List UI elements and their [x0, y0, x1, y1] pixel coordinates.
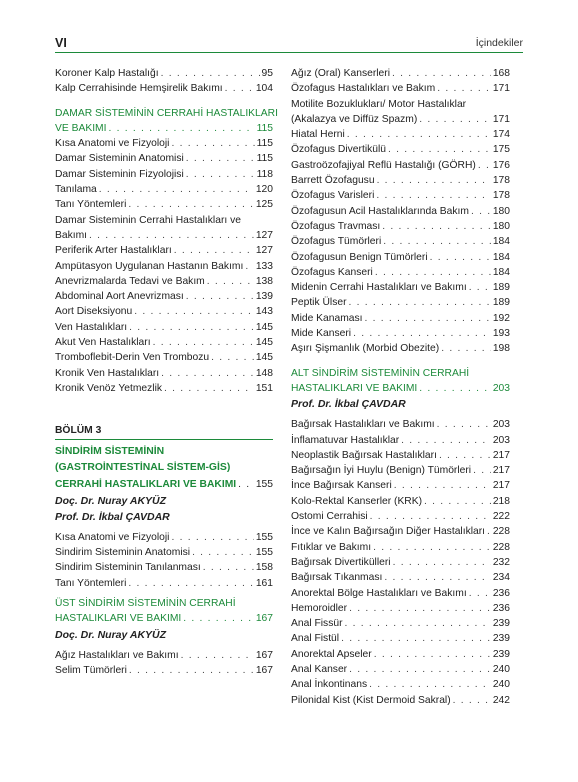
dot-leader	[439, 448, 491, 463]
toc-entry	[55, 136, 273, 151]
dot-leader	[473, 463, 491, 478]
toc-entry	[55, 663, 273, 678]
toc-entry	[291, 311, 510, 326]
toc-entry-page: 167	[255, 649, 273, 661]
alt-heading-line1: ALT SİNDİRİM SİSTEMİNİN CERRAHİ	[291, 367, 470, 379]
dot-leader	[377, 173, 491, 188]
dot-leader	[437, 417, 491, 432]
toc-entry	[291, 417, 510, 432]
toc-entry-title: Ağız Hastalıkları ve Bakımı	[55, 649, 179, 661]
toc-entry-page: 178	[492, 190, 510, 202]
dot-leader	[186, 167, 255, 182]
toc-entry	[291, 555, 510, 570]
damar-multiline-1: Damar Sisteminin Cerrahi Hastalıkları ve	[55, 214, 241, 226]
toc-entry-title: Anal Kanser	[291, 663, 348, 675]
toc-entry-page: 168	[492, 68, 510, 79]
dot-leader	[186, 151, 255, 166]
toc-entry	[55, 259, 273, 274]
toc-entry-title: Abdominal Aort Anevrizması	[55, 291, 184, 303]
header-rule	[55, 52, 523, 53]
dot-leader	[383, 234, 491, 249]
toc-entry-title: Pilonidal Kist (Kist Dermoid Sakral)	[291, 694, 451, 706]
toc-entry-title: Anal Fistül	[291, 633, 340, 645]
toc-entry-title: Kalp Cerrahisinde Hemşirelik Bakımı	[55, 83, 223, 95]
toc-entry-page: 239	[492, 648, 510, 660]
toc-entry	[291, 341, 510, 356]
dot-leader	[374, 647, 491, 662]
toc-entry-title: Aşırı Şişmanlık (Morbid Obezite)	[291, 343, 440, 355]
bolum-title-line3: CERRAHİ HASTALIKLARI VE BAKIMI . . . 155	[55, 477, 273, 493]
toc-entry	[55, 530, 273, 545]
toc-entry-title: Anorektal Bölge Hastalıkları ve Bakımı	[291, 587, 467, 599]
dot-leader	[376, 188, 490, 203]
toc-entry	[55, 182, 273, 197]
toc-entry	[55, 304, 273, 319]
toc-entry	[291, 433, 510, 448]
toc-entry	[291, 188, 510, 203]
toc-entry-title: Ağız (Oral) Kanserleri	[291, 68, 390, 79]
toc-entry	[291, 127, 510, 142]
toc-entry-title: Barrett Özofagusu	[291, 175, 375, 187]
toc-entry-title: Damar Sisteminin Fizyolojisi	[55, 168, 184, 180]
dot-leader	[192, 545, 254, 560]
dot-leader	[171, 530, 253, 545]
toc-entry-page: 178	[492, 175, 510, 187]
toc-entry-title: Peptik Ülser	[291, 297, 347, 309]
dot-leader	[153, 335, 254, 350]
toc-entry-page: 125	[255, 199, 273, 211]
toc-entry	[291, 219, 510, 234]
bolum-author-2: Prof. Dr. İkbal ÇAVDAR	[55, 510, 170, 523]
dot-leader	[203, 560, 254, 575]
toc-entry	[55, 320, 273, 335]
toc-entry-page: 217	[492, 480, 510, 492]
toc-entry-title: Periferik Arter Hastalıkları	[55, 245, 172, 257]
toc-entry-page: 222	[492, 511, 510, 523]
dot-leader	[388, 142, 491, 157]
toc-entry	[291, 295, 510, 310]
toc-entry	[291, 677, 510, 692]
toc-entry	[291, 540, 510, 555]
dot-leader	[471, 204, 491, 219]
toc-entry-title: Bağırsak Hastalıkları ve Bakımı	[291, 419, 435, 431]
dot-leader	[349, 601, 491, 616]
toc-entry-title: Ostomi Cerrahisi	[291, 511, 368, 523]
toc-entry-title: Koroner Kalp Hastalığı	[55, 68, 159, 79]
bolum-title-line2: (GASTROİNTESTİNAL SİSTEM-GİS)	[55, 462, 231, 474]
toc-entry-title: Sindirim Sisteminin Anatomisi	[55, 547, 191, 559]
header-title: İçindekiler	[475, 37, 523, 49]
alt-list	[291, 417, 510, 708]
toc-entry-title: Kısa Anatomi ve Fizyoloji	[55, 531, 170, 543]
toc-entry-title: Damar Sisteminin Anatomisi	[55, 153, 184, 165]
toc-entry	[55, 274, 273, 289]
dot-leader	[245, 259, 254, 274]
toc-entry-page: 184	[492, 236, 510, 248]
dot-leader	[164, 381, 254, 396]
toc-entry	[291, 601, 510, 616]
toc-entry-title: Anal İnkontinans	[291, 679, 368, 691]
dot-leader	[394, 478, 491, 493]
toc-entry-page: 228	[492, 541, 510, 553]
dot-leader	[365, 311, 491, 326]
toc-entry-title: Kronik Venöz Yetmezlik	[55, 382, 163, 394]
toc-entry-page: 148	[255, 367, 273, 379]
toc-entry	[291, 478, 510, 493]
toc-left-column	[55, 66, 278, 678]
toc-entry-title: Selim Tümörleri	[55, 664, 127, 676]
toc-entry-page: 143	[255, 306, 273, 318]
toc-entry	[55, 366, 273, 381]
ust-heading-line2: HASTALIKLARI VE BAKIMI . . . 167	[55, 611, 273, 626]
dot-leader	[345, 616, 491, 631]
dot-leader	[453, 693, 491, 708]
toc-entry-title: Kısa Anatomi ve Fizyoloji	[55, 138, 170, 150]
toc-entry-title: Gastroözofajiyal Reflü Hastalığı (GÖRH)	[291, 159, 476, 171]
bolum-label: BÖLÜM 3	[55, 425, 102, 437]
toc-entry	[291, 693, 510, 708]
toc-entry-title: Özofagus Tümörleri	[291, 236, 382, 248]
toc-entry-page: 151	[255, 382, 273, 394]
dot-leader	[207, 274, 254, 289]
toc-entry-page: 145	[255, 352, 273, 364]
dot-leader	[134, 304, 254, 319]
toc-entry-page: 203	[492, 434, 510, 446]
dot-leader	[341, 631, 491, 646]
toc-entry-title: Mide Kanaması	[291, 312, 363, 324]
toc-entry	[291, 662, 510, 677]
toc-entry	[291, 326, 510, 341]
toc-entry-page: 145	[255, 321, 273, 333]
toc-entry-page: 167	[255, 664, 273, 676]
dot-leader	[128, 197, 253, 212]
toc-entry-title: Tanılama	[55, 184, 97, 196]
dot-leader	[99, 182, 254, 197]
dot-leader	[161, 66, 260, 81]
toc-entry	[291, 647, 510, 662]
toc-entry-title: Tanı Yöntemleri	[55, 199, 127, 211]
page-header	[55, 36, 523, 50]
toc-entry-title: Hiatal Herni	[291, 129, 345, 141]
dot-leader	[424, 494, 491, 509]
toc-entry-title: Ven Hastalıkları	[55, 321, 128, 333]
toc-entry-page: 180	[492, 220, 510, 232]
toc-entry-page: 193	[492, 328, 510, 340]
ust-list	[55, 648, 273, 679]
dot-leader	[174, 243, 254, 258]
dot-leader	[349, 295, 491, 310]
dot-leader	[384, 570, 490, 585]
toc-entry-title: Anal Fissür	[291, 618, 343, 630]
bolum-author-1: Doç. Dr. Nuray AKYÜZ	[55, 494, 167, 507]
toc-entry	[291, 280, 510, 295]
toc-entry-title: Anevrizmalarda Tedavi ve Bakım	[55, 275, 205, 287]
toc-entry	[55, 381, 273, 396]
alt-author: Prof. Dr. İkbal ÇAVDAR	[291, 398, 406, 411]
toc-entry-page: 236	[492, 587, 510, 599]
toc-entry-title: Özofagus Travması	[291, 220, 381, 232]
toc-entry-page: 217	[492, 449, 510, 461]
ust-author: Doç. Dr. Nuray AKYÜZ	[55, 628, 167, 641]
toc-entry-page: 239	[492, 633, 510, 645]
right-multiline-1: Motilite Bozuklukları/ Motor Hastalıklar	[291, 98, 467, 110]
toc-entry-page: 236	[492, 602, 510, 614]
toc-entry-page: 184	[492, 251, 510, 263]
toc-entry-page: 161	[255, 577, 273, 589]
toc-entry-title: Ampütasyon Uygulanan Hastanın Bakımı	[55, 260, 244, 272]
toc-entry	[291, 448, 510, 463]
dot-leader	[353, 326, 491, 341]
toc-entry	[291, 586, 510, 601]
toc-entry-page: 138	[255, 275, 273, 287]
toc-entry-page: 104	[255, 83, 273, 95]
toc-entry-page: 240	[492, 679, 510, 691]
toc-right-column	[291, 66, 510, 708]
damar-heading-line2: VE BAKIMI . . . 115	[55, 121, 273, 136]
toc-entry-title: Mide Kanseri	[291, 328, 352, 340]
toc-entry	[291, 173, 510, 188]
toc-entry-title: İnce Bağırsak Kanseri	[291, 480, 392, 492]
toc-entry	[55, 545, 273, 560]
toc-entry-title: Bağırsağın İyi Huylu (Benign) Tümörleri	[291, 465, 472, 477]
toc-entry-title: Özofagusun Acil Hastalıklarında Bakım	[291, 205, 469, 217]
toc-entry	[291, 509, 510, 524]
toc-entry-title: Tanı Yöntemleri	[55, 577, 127, 589]
dot-leader	[129, 663, 254, 678]
dot-leader	[478, 158, 491, 173]
alt-heading-line2: HASTALIKLARI VE BAKIMI . . . 203	[291, 381, 510, 396]
dot-leader	[370, 509, 491, 524]
bolum-list	[55, 530, 273, 591]
toc-entry	[55, 243, 273, 258]
toc-entry-page: 242	[492, 694, 510, 706]
toc-entry-page: 115	[256, 138, 273, 150]
damar-multiline-2: Bakımı . . . 127	[55, 228, 273, 243]
toc-entry-page: 228	[492, 526, 510, 538]
toc-entry-title: Anorektal Apseler	[291, 648, 372, 660]
toc-entry	[291, 631, 510, 646]
toc-entry-page: 155	[255, 547, 273, 559]
dot-leader	[373, 540, 491, 555]
toc-entry	[55, 81, 273, 96]
dot-leader	[430, 250, 491, 265]
dot-leader	[401, 433, 491, 448]
right-list-a	[291, 66, 510, 97]
toc-entry-page: 139	[255, 291, 273, 303]
toc-entry-page: 234	[492, 572, 510, 584]
toc-entry	[55, 576, 273, 591]
toc-entry-title: Aort Diseksiyonu	[55, 306, 133, 318]
toc-entry	[291, 524, 510, 539]
toc-entry	[291, 570, 510, 585]
toc-entry-page: 171	[492, 83, 510, 95]
toc-entry	[291, 250, 510, 265]
toc-entry-title: Özofagus Hastalıkları ve Bakım	[291, 83, 436, 95]
toc-entry-title: Neoplastik Bağırsak Hastalıkları	[291, 449, 437, 461]
ust-heading-line1: ÜST SİNDİRİM SİSTEMİNİN CERRAHİ	[55, 597, 236, 609]
toc-entry	[291, 81, 510, 96]
toc-entry-page: 145	[255, 337, 273, 349]
dot-leader	[375, 265, 491, 280]
toc-entry-page: 158	[255, 562, 273, 574]
dot-leader	[211, 350, 254, 365]
dot-leader	[392, 66, 491, 81]
toc-entry	[55, 648, 273, 663]
damar-list-a	[55, 136, 273, 212]
toc-entry-title: Kolo-Rektal Kanserler (KRK)	[291, 495, 423, 507]
toc-entry-page: 189	[492, 297, 510, 309]
toc-entry-page: 120	[255, 184, 273, 196]
right-multiline-2: (Akalazya ve Diffüz Spazm) . . . 171	[291, 112, 510, 127]
toc-entry-page: 155	[255, 531, 273, 543]
toc-entry-page: 174	[492, 129, 510, 141]
toc-entry-page: 218	[492, 495, 510, 507]
toc-entry-page: 118	[256, 168, 273, 180]
toc-entry	[55, 350, 273, 365]
dot-leader	[393, 555, 491, 570]
toc-entry-title: Akut Ven Hastalıkları	[55, 337, 151, 349]
toc-entry-title: Özofagus Divertikülü	[291, 144, 386, 156]
toc-entry-page: 232	[492, 556, 510, 568]
toc-entry-page: 95	[261, 68, 273, 79]
toc-entry-page: 239	[492, 618, 510, 630]
dot-leader	[181, 648, 254, 663]
toc-entry-title: Özofagus Kanseri	[291, 266, 373, 278]
dot-leader	[171, 136, 254, 151]
toc-entry-page: 217	[492, 465, 510, 477]
toc-entry-page: 198	[492, 343, 510, 355]
toc-entry	[291, 158, 510, 173]
toc-entry-page: 176	[492, 159, 510, 171]
bolum-title-line1: SİNDİRİM SİSTEMİNİN	[55, 446, 165, 458]
toc-entry-title: Midenin Cerrahi Hastalıkları ve Bakımı	[291, 282, 467, 294]
toc-entry-title: İnce ve Kalın Bağırsağın Diğer Hastalıkları	[291, 526, 486, 538]
toc-entry-page: 127	[255, 245, 273, 257]
page-number: VI	[55, 36, 67, 50]
dot-leader	[225, 81, 254, 96]
toc-entry-page: 240	[492, 663, 510, 675]
toc-entry	[55, 335, 273, 350]
dot-leader	[369, 677, 491, 692]
toc-entry-title: Sindirim Sisteminin Tanılanması	[55, 562, 201, 574]
bolum-rule	[55, 439, 273, 440]
dot-leader	[347, 127, 491, 142]
toc-entry-title: Hemoroidler	[291, 602, 348, 614]
toc-entry-page: 180	[492, 205, 510, 217]
left-top-list	[55, 66, 273, 97]
toc-entry-page: 175	[492, 144, 510, 156]
toc-entry-title: Kronik Ven Hastalıkları	[55, 367, 160, 379]
dot-leader	[469, 280, 491, 295]
toc-entry	[291, 66, 510, 81]
dot-leader	[487, 524, 491, 539]
dot-leader	[129, 320, 254, 335]
toc-entry	[291, 204, 510, 219]
dot-leader	[382, 219, 491, 234]
toc-entry-page: 133	[255, 260, 273, 272]
toc-entry-page: 184	[492, 266, 510, 278]
toc-entry-page: 189	[492, 282, 510, 294]
dot-leader	[437, 81, 491, 96]
toc-entry-page: 203	[492, 419, 510, 431]
dot-leader	[186, 289, 254, 304]
toc-entry-page: 115	[256, 153, 273, 165]
toc-entry	[291, 494, 510, 509]
toc-entry	[55, 560, 273, 575]
dot-leader	[441, 341, 491, 356]
toc-entry-title: Tromboflebit-Derin Ven Trombozu	[55, 352, 210, 364]
toc-entry	[291, 142, 510, 157]
toc-entry	[291, 265, 510, 280]
damar-heading-line1: DAMAR SİSTEMİNİN CERRAHİ HASTALIKLARI	[55, 107, 278, 119]
toc-entry-title: İnflamatuvar Hastalıklar	[291, 434, 400, 446]
dot-leader	[469, 586, 491, 601]
toc-entry	[55, 151, 273, 166]
dot-leader	[128, 576, 253, 591]
toc-entry	[55, 197, 273, 212]
toc-entry	[55, 66, 273, 81]
toc-entry-title: Bağırsak Tıkanması	[291, 572, 383, 584]
right-list-b	[291, 127, 510, 356]
toc-entry	[291, 234, 510, 249]
toc-entry	[55, 167, 273, 182]
toc-entry	[291, 463, 510, 478]
toc-entry	[55, 289, 273, 304]
dot-leader	[161, 366, 254, 381]
toc-entry-title: Bağırsak Divertikülleri	[291, 556, 391, 568]
toc-entry	[291, 616, 510, 631]
damar-list-b	[55, 243, 273, 396]
toc-entry-title: Fıtıklar ve Bakımı	[291, 541, 372, 553]
toc-entry-page: 192	[492, 312, 510, 324]
toc-entry-title: Özofagus Varisleri	[291, 190, 375, 202]
toc-entry-title: Özofagusun Benign Tümörleri	[291, 251, 428, 263]
dot-leader	[349, 662, 491, 677]
